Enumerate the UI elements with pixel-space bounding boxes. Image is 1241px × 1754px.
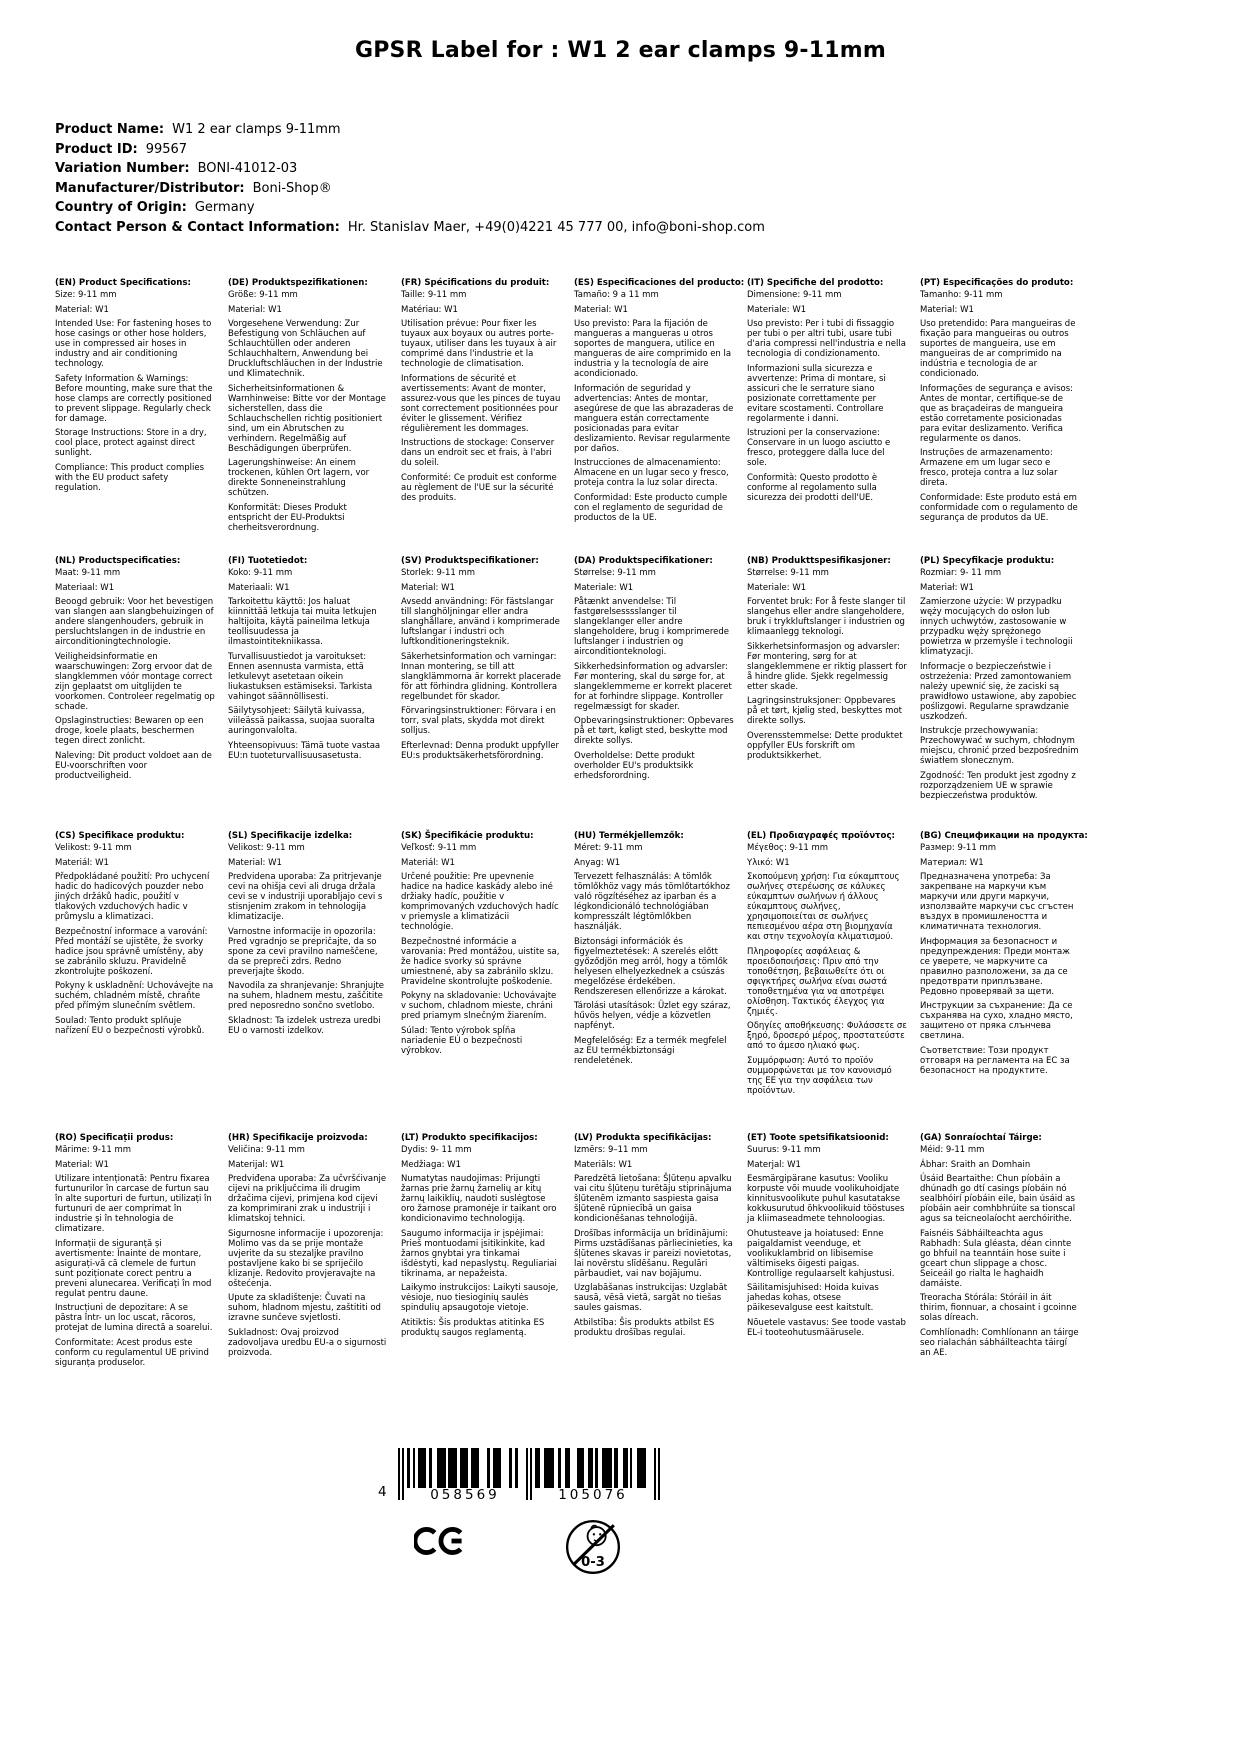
spec-paragraph: Material: W1 [920, 304, 974, 315]
spec-block-heading: (HR) Specifikacije proizvoda: [228, 1133, 368, 1143]
spec-block-heading: (DA) Produktspecifikationer: [574, 556, 713, 566]
spec-paragraph: Compliance: This product complies with the EU product safety regulation. [55, 462, 204, 493]
product-info [55, 120, 765, 237]
spec-paragraph: Predviđena uporaba: Za učvršćivanje cijevi na priključcima ili drugim držačima cijevi, primjena kod cijevi za komprimirani zrak u industriji i klimatskoj tehnici. [228, 1174, 387, 1224]
spec-paragraph: Size: 9-11 mm [55, 290, 117, 300]
spec-paragraph: Anyag: W1 [574, 857, 621, 868]
spec-paragraph: Størrelse: 9-11 mm [574, 568, 656, 578]
spec-block [920, 278, 1093, 556]
spec-paragraph: Πληροφορίες ασφάλειας & προειδοποιήσεις: Πριν από την τοποθέτηση, βεβαιωθείτε ότι οι σφιγκτήρες σωλήνα είναι σωστά τοποθετημένα για να αποτρέψει ολίσθηση. Τακτικός έλεγχος για ζημιές. [747, 946, 888, 1017]
spec-paragraph: Pokyny k uskladnění: Uchovávejte na suchém, chladném místě, chraňte před přímým slunečním světlem. [55, 981, 214, 1011]
spec-block [747, 1133, 920, 1372]
page-title: GPSR Label for : W1 2 ear clamps 9-11mm [354, 38, 887, 63]
spec-block-heading: (FR) Spécifications du produit: [401, 278, 550, 288]
spec-block-body [747, 290, 907, 503]
spec-paragraph: Eesmärgipärane kasutus: Vooliku korpuste või muude voolikuhoidjate kinnitusvoolikute puhul kasutatakse kokkusurutud õhkvoolikuid tööstuses ja kliimaseadmete tehnoloogias. [747, 1174, 905, 1224]
product-info-label: Product ID: [55, 141, 138, 157]
spec-paragraph: Předpokládané použití: Pro uchycení hadic do hadicových pouzder nebo jiných držáků hadic, použití v tlakových vzduchových hadic v průmyslu a klimatizaci. [55, 872, 210, 922]
spec-block [747, 278, 920, 556]
spec-paragraph: Μέγεθος: 9-11 mm [747, 843, 829, 853]
spec-block [401, 1133, 574, 1372]
spec-paragraph: Materiale: W1 [747, 304, 807, 315]
spec-block [574, 278, 747, 556]
ean-barcode [378, 1448, 660, 1503]
spec-paragraph: Súlad: Tento výrobok spĺňa nariadenie EÚ o bezpečnosti výrobkov. [401, 1025, 523, 1056]
spec-block-heading: (EN) Product Specifications: [55, 278, 191, 288]
spec-paragraph: Sikkerhedsinformation og advarsler: Før montering, skal du sørge for, at slangeklemmerne er korrekt placeret for at forhindre slippage. Kontroller regelmæssigt for skader. [574, 661, 732, 712]
spec-block [920, 556, 1093, 831]
product-info-label: Contact Person & Contact Information: [55, 219, 340, 235]
spec-paragraph: Materjal: W1 [747, 1159, 801, 1170]
spec-block-heading: (LV) Produkta specifikācijas: [574, 1133, 712, 1143]
spec-block [747, 556, 920, 831]
spec-block-heading: (SK) Špecifikácie produktu: [401, 831, 534, 841]
product-info-row [55, 120, 765, 140]
barcode-bars-right [535, 1448, 651, 1488]
spec-paragraph: Efterlevnad: Denna produkt uppfyller EU:s produktsäkerhetsförordning. [401, 740, 560, 761]
product-info-row [55, 140, 765, 160]
spec-block-heading: (ET) Toote spetsifikatsioonid: [747, 1133, 889, 1143]
product-info-label: Country of Origin: [55, 200, 187, 215]
spec-paragraph: Dimensione: 9-11 mm [747, 290, 842, 300]
spec-paragraph: Størrelse: 9-11 mm [747, 568, 829, 578]
spec-paragraph: Utilisation prévue: Pour fixer les tuyaux aux boyaux ou autres porte-tuyaux, utiliser dans les tuyaux à air comprimé dans l'industrie et la technologie de climatisation. [401, 319, 557, 369]
spec-paragraph: Materiale: W1 [574, 582, 634, 593]
spec-paragraph: Drošības informācija un brīdinājumi: Pirms uzstādīšanas pārliecinieties, ka šļūtenes skavas ir pareizi novietotas, lai novērstu slīdēšanu. Regulāri pārbaudiet, vai nav bojājumu. [574, 1228, 733, 1279]
spec-paragraph: Påtænkt anvendelse: Til fastgørelsesssslanger til slangeklanger eller andre slangeholdere, brug i komprimerede luftslanger i industrien og airconditionteknologi. [574, 597, 729, 657]
barcode-guard-right [654, 1448, 660, 1500]
spec-paragraph: Informacje o bezpieczeństwie i ostrzeżenia: Przed zamontowaniem należy upewnić się, że zaciski są prawidłowo ustawione, aby zapobiec poślizgowi. Regularne sprawdzanie uszkodzeń. [920, 661, 1077, 722]
spec-paragraph: Nõuetele vastavus: See toode vastab EL-i tooteohutusmäärusele. [747, 1317, 906, 1338]
spec-paragraph: Rozmiar: 9- 11 mm [920, 568, 1002, 578]
spec-paragraph: Ohutusteave ja hoiatused: Enne paigaldamist veenduge, et voolikuklambrid on libisemise vältimiseks õigesti paigas. Kontrollige regulaarselt kahjustusi. [747, 1228, 895, 1279]
spec-paragraph: Matériau: W1 [401, 304, 458, 315]
product-info-value: W1 2 ear clamps 9-11mm [172, 122, 341, 137]
spec-paragraph: Konformität: Dieses Produkt entspricht der EU-Produktsi cherheitsverordnung. [228, 502, 347, 533]
spec-paragraph: Materiaal: W1 [55, 582, 115, 593]
spec-block-body [401, 290, 561, 503]
spec-paragraph: Instruções de armazenamento: Armazene em um lugar seco e fresco, proteja contra a luz solar direta. [920, 448, 1058, 488]
spec-block-heading: (PL) Specyfikacje produktu: [920, 556, 1055, 566]
spec-block-body [574, 568, 734, 781]
spec-block-body [228, 290, 388, 533]
spec-block-heading: (PT) Especificações do produto: [920, 278, 1074, 288]
spec-block [55, 278, 228, 556]
spec-paragraph: Medžiaga: W1 [401, 1159, 461, 1170]
spec-block-body [574, 290, 734, 523]
spec-paragraph: Ábhar: Sraith an Domhain [920, 1159, 1031, 1170]
spec-block [401, 831, 574, 1133]
spec-paragraph: Treoracha Stórála: Stóráil in áit thirim, fionnuar, a chosaint i gcoinne solas díreach. [920, 1293, 1077, 1323]
spec-paragraph: Informazioni sulla sicurezza e avvertenze: Prima di montare, si assicuri che le serrature siano posizionate correttamente per evitare scostamenti. Controllare regolarmente i danni. [747, 363, 886, 424]
spec-block-body [574, 843, 734, 1066]
spec-paragraph: Koko: 9-11 mm [228, 568, 293, 578]
spec-paragraph: Sukladnost: Ovaj proizvod zadovoljava uredbu EU-a o sigurnosti proizvoda. [228, 1327, 387, 1358]
spec-paragraph: Instrucciones de almacenamiento: Almacene en un lugar seco y fresco, proteja contra la luz solar directa. [574, 458, 729, 488]
spec-paragraph: Zgodność: Ten produkt jest zgodny z rozporządzeniem UE w sprawie bezpieczeństwa produktów. [920, 770, 1076, 801]
spec-block-heading: (ES) Especificaciones del producto: [574, 278, 745, 288]
spec-paragraph: Förvaringsinstruktioner: Förvara i en torr, sval plats, skydda mot direkt solljus. [401, 706, 556, 736]
spec-paragraph: Storlek: 9-11 mm [401, 568, 476, 578]
spec-paragraph: Navodila za shranjevanje: Shranjujte na suhem, hladnem mestu, zaščitite pred neposredno sončno svetlobo. [228, 981, 385, 1011]
spec-paragraph: Safety Information & Warnings: Before mounting, make sure that the hose clamps are correctly positioned to prevent slippage. Regularly check for damage. [55, 373, 213, 424]
spec-paragraph: Velikost: 9-11 mm [228, 843, 305, 853]
spec-block-body [747, 568, 907, 761]
ce-mark-icon [414, 1522, 464, 1560]
spec-block-body [401, 843, 561, 1056]
spec-paragraph: Conformidad: Este producto cumple con el reglamento de seguridad de productos de la UE. [574, 492, 728, 523]
spec-paragraph: Méret: 9-11 mm [574, 843, 643, 853]
spec-paragraph: Conformitate: Acest produs este conform cu regulamentul UE privind siguranța produselor. [55, 1337, 209, 1368]
spec-paragraph: Veiligheidsinformatie en waarschuwingen: Zorg ervoor dat de slangklemmen vóór montage correct zijn geplaatst om uitglijden te voorkomen. Controleer regelmatig op schade. [55, 651, 215, 712]
spec-paragraph: Tarkoitettu käyttö: Jos haluat kiinnittää letkuja tai muita letkujen haltijoita, käytä paineilma letkuja teollisuudessa ja ilmastointitekniikassa. [228, 597, 377, 647]
spec-block-heading: (LT) Produkto specifikacijos: [401, 1133, 538, 1143]
spec-block-heading: (NL) Productspecificaties: [55, 556, 181, 566]
spec-paragraph: Utilizare intenționată: Pentru fixarea furtunurilor în carcase de furtun sau în alte suporturi de furtun, utilizați în furtunuri de aer comprimat în industrie și în tehnologia de climatizare. [55, 1174, 212, 1234]
spec-block [401, 278, 574, 556]
spec-paragraph: Atbilstība: Šis produkts atbilst ES produktu drošības regulai. [574, 1317, 715, 1338]
spec-paragraph: Forventet bruk: For å feste slanger til slangehus eller andre slangeholdere, bruk i trykkluftslanger i industrien og klimaanlegg teknologi. [747, 597, 906, 637]
spec-block-heading: (NB) Produkttspesifikasjoner: [747, 556, 891, 566]
spec-block [228, 278, 401, 556]
spec-paragraph: Dydis: 9- 11 mm [401, 1145, 472, 1155]
spec-block [574, 556, 747, 831]
spec-paragraph: Bezpečnostní informace a varování: Před montáží se ujistěte, že svorky hadice jsou správně umístěny, aby se zabránilo skluzu. Pravidelně zkontrolujte poškození. [55, 926, 208, 977]
spec-block-heading: (EL) Προδιαγραφές προϊόντος: [747, 831, 895, 841]
spec-block-heading: (GA) Sonraíochtaí Táirge: [920, 1133, 1042, 1143]
spec-paragraph: Maat: 9-11 mm [55, 568, 121, 578]
spec-block-heading: (SV) Produktspecifikationer: [401, 556, 539, 566]
spec-paragraph: Biztonsági információk és figyelmeztetések: A szerelés előtt győződjön meg arról, hogy a tömlők helyesen elhelyezkednek a csúszás megelőzése érdekében. Rendszeresen ellenőrizze a károkat. [574, 936, 728, 997]
spec-paragraph: Varnostne informacije in opozorila: Pred vgradnjo se prepričajte, da so spone za cevi pravilno nameščene, da se prepreči zdrs. Redno preverjajte škodo. [228, 926, 378, 977]
spec-paragraph: Información de seguridad y advertencias: Antes de montar, asegúrese de que las abrazaderas de manguera están correctamente posicionadas para evitar deslizamiento. Revisar regularmente por daños. [574, 383, 734, 454]
spec-paragraph: Οδηγίες αποθήκευσης: Φυλάσσετε σε ξηρό, δροσερό μέρος, προστατεύστε από το άμεσο ηλιακό φως. [747, 1021, 907, 1051]
spec-block-heading: (DE) Produktspezifikationen: [228, 278, 368, 288]
spec-block-body [228, 1145, 388, 1358]
spec-paragraph: Predvidena uporaba: Za pritrjevanje cevi na ohišja cevi ali druga držala cevi se v industriji uporabljajo cevi s stisnjenim zrakom in tehnologija klimatizacije. [228, 872, 383, 922]
spec-paragraph: Suurus: 9-11 mm [747, 1145, 821, 1155]
spec-paragraph: Υλικό: W1 [747, 857, 790, 868]
spec-paragraph: Съответствие: Този продукт отговаря на регламента на ЕС за безопасност на продуктите. [920, 1045, 1070, 1076]
spec-paragraph: Materiál: W1 [401, 857, 455, 868]
spec-paragraph: Uzglabāšanas instrukcijas: Uzglabāt sausā, vēsā vietā, sargāt no tiešas saules gaismas. [574, 1283, 728, 1313]
spec-block-heading: (FI) Tuotetiedot: [228, 556, 308, 566]
spec-paragraph: Overensstemmelse: Dette produktet oppfyller EUs forskrift om produktsikkerhet. [747, 730, 903, 761]
spec-paragraph: Méid: 9-11 mm [920, 1145, 985, 1155]
spec-paragraph: Informações de segurança e avisos: Antes de montar, certifique-se de que as braçadeiras de mangueira estão corretamente posicionadas para evitar deslizamento. Verifica regularmente os danos. [920, 383, 1074, 444]
spec-paragraph: Conformité: Ce produit est conforme au règlement de l'UE sur la sécurité des produits. [401, 472, 557, 503]
spec-paragraph: Overholdelse: Dette produkt overholder EU's produktsikk erhedsforordning. [574, 750, 695, 781]
spec-block-heading: (CS) Specifikace produktu: [55, 831, 185, 841]
spec-block [228, 831, 401, 1133]
spec-paragraph: Instructions de stockage: Conserver dans un endroit sec et frais, à l'abri du soleil. [401, 438, 555, 468]
spec-block-body [920, 568, 1080, 801]
spec-paragraph: Numatytas naudojimas: Prijungti žarnas prie žarnų žarnelių ar kitų žarnų laikiklių, naudoti suslėgtose oro žarnose pramonėje ir taikant oro kondicionavimo technologiją. [401, 1174, 557, 1224]
spec-paragraph: Veličina: 9-11 mm [228, 1145, 305, 1155]
spec-block-body [574, 1145, 734, 1338]
barcode-first-digit: 4 [378, 1484, 387, 1500]
spec-paragraph: Sicherheitsinformationen & Warnhinweise: Bitte vor der Montage sicherstellen, dass die Schlauchschellen richtig positioniert sind, um ein Abrutschen zu verhindern. Regelmäßig auf Beschädigungen überprüfen. [228, 383, 386, 454]
product-info-row [55, 159, 765, 179]
spec-paragraph: Предназначена употреба: За закрепване на маркучи към маркучи или други маркучи, използвайте маркучи със сгъстен въздух в промишлеността и климатичната технология. [920, 872, 1074, 932]
spec-paragraph: Úsáid Beartaithe: Chun píobáin a dhúnadh go dtí casings píobáin nó sealbhóirí píobáin eile, bain úsáid as píobáin aeir comhbhrúite sa tionscal agus sa teicneolaíocht aerchóirithe. [920, 1174, 1076, 1224]
spec-paragraph: Material: W1 [55, 1159, 109, 1170]
spec-paragraph: Materijal: W1 [228, 1159, 285, 1170]
product-info-label: Product Name: [55, 122, 165, 137]
spec-block-heading: (BG) Спецификации на продукта: [920, 831, 1088, 841]
spec-block [747, 831, 920, 1133]
spec-paragraph: Säkerhetsinformation och varningar: Innan montering, se till att slangklämmorna är korrekt placerade för att förhindra glidning. Kontrollera regelbundet för skador. [401, 651, 561, 702]
spec-block-body [55, 1145, 215, 1368]
barcode-guard-left [398, 1448, 404, 1500]
spec-paragraph: Material: W1 [228, 304, 282, 315]
spec-paragraph: Materiál: W1 [55, 857, 109, 868]
spec-paragraph: Materiāls: W1 [574, 1159, 633, 1170]
spec-paragraph: Материал: W1 [920, 857, 984, 868]
spec-grid [55, 278, 1093, 1372]
spec-paragraph: Tervezett felhasználás: A tömlők tömlőkhöz vagy más tömlőtartókhoz való rögzítéséhez az iparban és a légkondicionáló technológiában kompresszált légtömlőkben használják. [574, 872, 730, 932]
spec-paragraph: Größe: 9-11 mm [228, 290, 298, 300]
spec-block-heading: (RO) Specificații produs: [55, 1133, 174, 1143]
spec-paragraph: Conformidade: Este produto está em conformidade com o regulamento de segurança de produtos da UE. [920, 492, 1078, 523]
spec-paragraph: Material: W1 [55, 304, 109, 315]
spec-paragraph: Sikkerhetsinformasjon og advarsler: Før montering, sørg for at slangeklemmene er riktig plassert for å hindre glide. Sjekk regelmessig etter skade. [747, 641, 907, 692]
product-info-label: Variation Number: [55, 161, 190, 176]
spec-block-heading: (IT) Specifiche del prodotto: [747, 278, 884, 288]
spec-block-body [920, 843, 1080, 1076]
spec-block-body [401, 568, 561, 761]
spec-paragraph: Beoogd gebruik: Voor het bevestigen van slangen aan slangbehuizingen of andere slangenhouders, gebruik in persluchtslangen in de industrie en airconditioningtechnologie. [55, 597, 214, 647]
spec-block-body [920, 290, 1080, 523]
spec-paragraph: Turvallisuustiedot ja varoitukset: Ennen asennusta varmista, että letkulevyt asetetaan oikein liukastuksen estämiseksi. Tarkista vahingot säännöllisesti. [228, 651, 373, 702]
spec-paragraph: Размер: 9-11 mm [920, 843, 997, 853]
spec-block [55, 1133, 228, 1372]
footer [378, 1448, 660, 1592]
spec-paragraph: Инструкции за съхранение: Да се съхранява на сухо, хладно място, защитено от пряка слънчева светлина. [920, 1001, 1073, 1041]
spec-paragraph: Σκοπούμενη χρήση: Για εύκαμπτους σωλήνες στερέωσης σε κάλυκες εύκαμπτων σωλήνων ή άλλους εύκαμπτους σωλήνες, χρησιμοποιείται σε σωλήνες πεπιεσμένου αέρα στη βιομηχανία και στην τεχνολογία κλιματισμού. [747, 872, 900, 942]
spec-block-body [55, 568, 215, 781]
spec-paragraph: Instrucțiuni de depozitare: A se păstra într- un loc uscat, răcoros, protejat de lumina directă a soarelui. [55, 1303, 213, 1333]
spec-paragraph: Comhlíonadh: Comhlíonann an táirge seo rialachán sábháilteachta táirgí an AE. [920, 1327, 1079, 1358]
product-info-row [55, 218, 765, 238]
spec-paragraph: Paredzētā lietošana: Šļūteņu apvalku vai citu šļūteņu turētāju stiprinājuma šļūtenēm izmanto saspiesta gaisa šļūtenē rūpniecībā un gaisa kondicionēšanas tehnoloģijā. [574, 1174, 732, 1224]
product-info-value: Hr. Stanislav Maer, +49(0)4221 45 777 00, info@boni-shop.com [347, 219, 765, 235]
spec-paragraph: Intended Use: For fastening hoses to hose casings or other hose holders, use in compressed air hoses in industry and air conditioning technology. [55, 319, 212, 369]
spec-paragraph: Faisnéis Sábháilteachta agus Rabhadh: Sula gléasta, déan cinnte go bhfuil na teanntáin hose suite i gceart chun slippage a chosc. Seiceáil go rialta le haghaidh damáiste. [920, 1228, 1072, 1289]
spec-block [228, 1133, 401, 1372]
spec-block-heading: (HU) Termékjellemzők: [574, 831, 684, 841]
spec-block [574, 1133, 747, 1372]
age-warning-label: 0-3 [581, 1555, 605, 1571]
spec-paragraph: Zamierzone użycie: W przypadku węży mocujących do osłon lub innych uchwytów, zastosowanie w przypadku węży sprężonego powietrza w przemyśle i technologii klimatyzacji. [920, 597, 1073, 657]
spec-paragraph: Yhteensopivuus: Tämä tuote vastaa EU:n tuoteturvallisuusasetusta. [228, 740, 381, 761]
spec-paragraph: Informations de sécurité et avertissements: Avant de monter, assurez-vous que les pinces de tuyau sont correctement positionnées pour éviter le glissement. Vérifiez régulièrement les dommages. [401, 373, 561, 434]
spec-paragraph: Izmērs: 9–11 mm [574, 1145, 648, 1155]
spec-block [920, 1133, 1093, 1372]
spec-paragraph: Sigurnosne informacije i upozorenja: Molimo vas da se prije montaže uvjerite da su stezaljke pravilno postavljene kako bi se spriječilo klizanje. Redovito provjeravajte na oštećenja. [228, 1228, 384, 1289]
product-info-value: Boni-Shop® [252, 180, 332, 196]
barcode-guard-middle [526, 1448, 532, 1500]
spec-block [55, 556, 228, 831]
spec-block-body [55, 843, 215, 1036]
spec-paragraph: Информация за безопасност и предупреждения: Преди монтаж се уверете, че маркучите са правилно разположени, за да се предотврати приплъзване. Редовно проверявай за щети. [920, 936, 1070, 997]
spec-paragraph: Säilytysohjeet: Säilytä kuivassa, viileässä paikassa, suojaa suoralta auringonvalolta. [228, 706, 375, 736]
spec-paragraph: Pokyny na skladovanie: Uchovávajte v suchom, chladnom mieste, chráni pred priamym slnečným žiarením. [401, 991, 557, 1021]
spec-paragraph: Storage Instructions: Store in a dry, cool place, protect against direct sunlight. [55, 428, 207, 458]
spec-paragraph: Skladnost: Ta izdelek ustreza uredbi EU o varnosti izdelkov. [228, 1015, 381, 1036]
spec-paragraph: Velikost: 9-11 mm [55, 843, 132, 853]
product-info-value: BONI-41012-03 [197, 161, 298, 176]
barcode-bars-left [407, 1448, 523, 1488]
spec-paragraph: Naleving: Dit product voldoet aan de EU-voorschriften voor productveiligheid. [55, 750, 212, 781]
spec-paragraph: Tamanho: 9-11 mm [920, 290, 1003, 300]
spec-block [228, 556, 401, 831]
spec-paragraph: Laikymo instrukcijos: Laikyti sausoje, vėsioje, nuo tiesioginių saulės spindulių apsaugotoje vietoje. [401, 1283, 559, 1313]
spec-block [574, 831, 747, 1133]
spec-paragraph: Säilitamisjuhised: Hoida kuivas jahedas kohas, otsese päikesevalguse eest kaitstult. [747, 1283, 879, 1313]
spec-paragraph: Taille: 9-11 mm [401, 290, 467, 300]
spec-block-body [55, 290, 215, 493]
conformity-marks [398, 1502, 660, 1592]
spec-paragraph: Určené použitie: Pre upevnenie hadice na hadice kaskády alebo iné držiaky hadíc, použitie v komprimovaných vzduchových hadíc v priemysle a klimatizácii technológie. [401, 872, 559, 932]
spec-block-body [747, 843, 907, 1096]
spec-paragraph: Megfelelőség: Ez a termék megfelel az EU termékbiztonsági rendeletének. [574, 1035, 727, 1066]
spec-block-body [401, 1145, 561, 1338]
spec-paragraph: Material: W1 [574, 304, 628, 315]
spec-block-body [747, 1145, 907, 1338]
spec-paragraph: Material: W1 [228, 857, 282, 868]
product-info-label: Manufacturer/Distributor: [55, 180, 245, 196]
spec-block-body [228, 843, 388, 1036]
spec-paragraph: Opbevaringsinstruktioner: Opbevares på et tørt, køligt sted, beskytte mod direkte sollys. [574, 716, 734, 746]
spec-paragraph: Materiale: W1 [747, 582, 807, 593]
spec-paragraph: Tamaño: 9 a 11 mm [574, 290, 659, 300]
spec-block [55, 831, 228, 1133]
spec-block [401, 556, 574, 831]
spec-paragraph: Veľkosť: 9-11 mm [401, 843, 477, 853]
spec-paragraph: Atitiktis: Šis produktas atitinka ES produktų saugos reglamentą. [401, 1317, 545, 1338]
spec-paragraph: Materiaali: W1 [228, 582, 290, 593]
spec-block-heading: (SL) Specifikacije izdelka: [228, 831, 353, 841]
spec-block [920, 831, 1093, 1133]
product-info-value: 99567 [145, 141, 188, 157]
barcode-digits-left: 058569 [430, 1487, 500, 1503]
spec-paragraph: Materiał: W1 [920, 582, 974, 593]
spec-paragraph: Material: W1 [401, 582, 455, 593]
spec-paragraph: Bezpečnostné informácie a varovania: Pred montážou, uistite sa, že hadice svorky sú správne umiestnené, aby sa zabránilo sklzu. Pravidelne skontrolujte poškodenie. [401, 936, 560, 987]
spec-paragraph: Istruzioni per la conservazione: Conservare in un luogo asciutto e fresco, proteggere dalla luce del sole. [747, 428, 891, 468]
spec-paragraph: Soulad: Tento produkt splňuje nařízení EU o bezpečnosti výrobků. [55, 1015, 205, 1036]
spec-paragraph: Informații de siguranță și avertismente: Înainte de montare, asigurați-vă că clemele de furtun sunt poziționate corect pentru a preveni alunecarea. Verificați în mod regulat pentru daune. [55, 1238, 212, 1299]
spec-block-body [228, 568, 388, 761]
spec-paragraph: Upute za skladištenje: Čuvati na suhom, hladnom mjestu, zaštititi od izravne sunčeve svjetlosti. [228, 1293, 381, 1323]
product-info-row [55, 198, 765, 218]
spec-paragraph: Tárolási utasítások: Üzlet egy száraz, hűvös helyen, védje a közvetlen napfényt. [574, 1001, 731, 1031]
spec-block-body [920, 1145, 1080, 1358]
spec-paragraph: Lagerungshinweise: An einem trockenen, kühlen Ort lagern, vor direkte Sonneneinstrahlung schützen. [228, 458, 370, 498]
spec-paragraph: Vorgesehene Verwendung: Zur Befestigung von Schläuchen auf Schlauchtüllen oder anderen Schlauchhaltern, Anwendung bei Druckluftschläuchen in der Industrie und Klimatechnik. [228, 319, 383, 379]
product-info-value: Germany [194, 200, 255, 215]
spec-paragraph: Opslaginstructies: Bewaren op een droge, koele plaats, beschermen tegen direct zonlicht. [55, 716, 204, 746]
spec-paragraph: Lagringsinstruksjoner: Oppbevares på et tørt, kjølig sted, beskyttes mot direkte sollys. [747, 696, 902, 726]
spec-paragraph: Conformità: Questo prodotto è conforme al regolamento sulla sicurezza dei prodotti dell'UE. [747, 472, 878, 503]
spec-paragraph: Uso previsto: Para la fijación de mangueras a mangueras u otros soportes de manguera, utilice en mangueras de aire comprimido en la industria y la tecnología de aire acondicionado. [574, 319, 732, 379]
spec-paragraph: Saugumo informacija ir įspėjimai: Prieš montuodami įsitikinkite, kad žarnos gnybtai yra tinkamai išdėstyti, kad nepaslystų. Reguliariai tikrinama, ar nepažeista. [401, 1228, 557, 1279]
spec-paragraph: Συμμόρφωση: Αυτό το προϊόν συμμορφώνεται με τον κανονισμό της ΕΕ για την ασφάλεια των προϊόντων. [747, 1055, 892, 1096]
spec-paragraph: Uso previsto: Per i tubi di fissaggio per tubi o per altri tubi, usare tubi d'aria compressi nell'industria e nella tecnologia di condizionamento. [747, 319, 906, 359]
spec-paragraph: Mărime: 9-11 mm [55, 1145, 132, 1155]
product-info-row [55, 179, 765, 199]
spec-paragraph: Avsedd användning: För fästslangar till slanghöljningar eller andra slanghållare, använd i komprimerade luftslangar i industri och luftkonditioneringsteknik. [401, 597, 560, 647]
age-warning-0-3-icon [564, 1508, 622, 1586]
spec-paragraph: Instrukcje przechowywania: Przechowywać w suchym, chłodnym miejscu, chronić przed bezpośrednim światłem słonecznym. [920, 726, 1079, 766]
barcode-digits-right: 105076 [558, 1487, 628, 1503]
spec-paragraph: Uso pretendido: Para mangueiras de fixação para mangueiras ou outros suportes de mangueira, use em mangueiras de ar comprimido na indústria e tecnologia de ar condicionado. [920, 319, 1076, 379]
